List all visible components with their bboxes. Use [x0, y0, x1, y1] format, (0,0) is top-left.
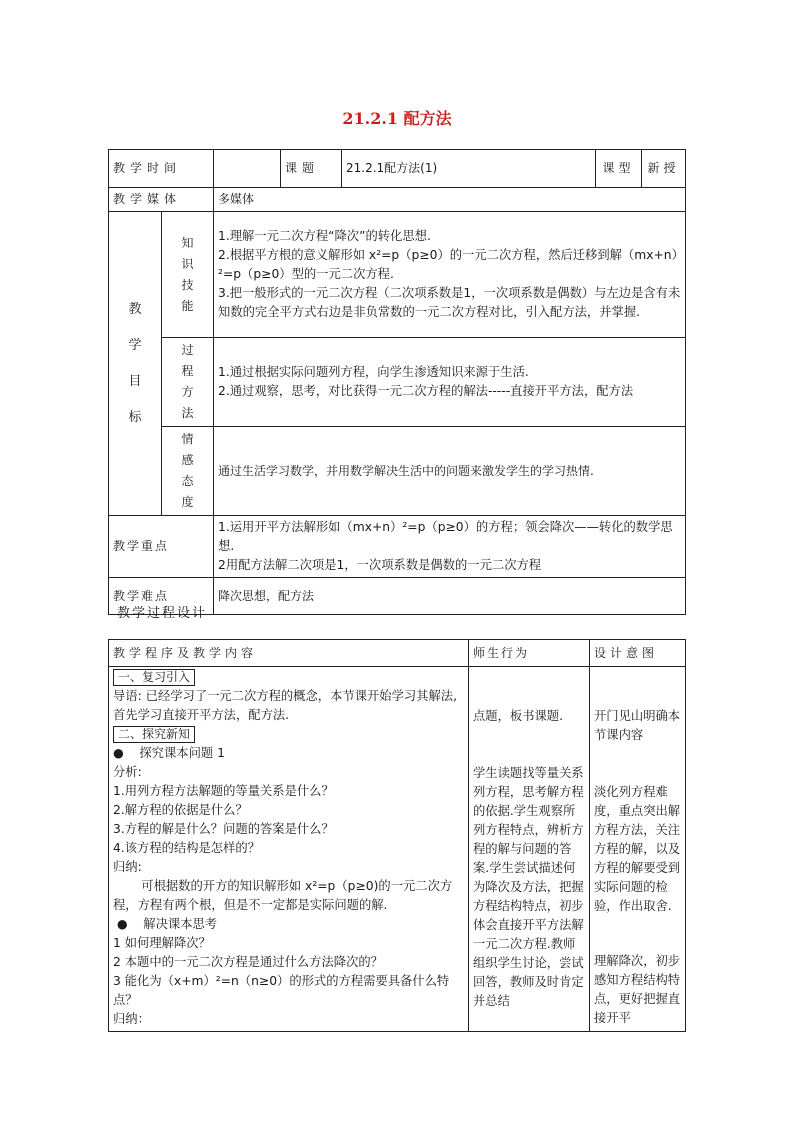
teaching-media-value: 多媒体	[214, 188, 686, 212]
teacher-action-1: 点题，板书课题.	[473, 709, 563, 723]
summary-label: 归纳:	[113, 860, 142, 874]
question-item: 3.方程的解是什么？问题的答案是什么？	[113, 822, 334, 836]
teacher-action-2: 学生读题找等量关系列方程，思考解方程的依据.学生观察所列方程特点，辨析方程的解与问题的答案.学生尝试描述何为降次及方法，把握方程结构特点，初步体会直接开平方法解一元二次方程.教师组织学生讨论，尝试回答，教师及时肯定并总结	[473, 766, 584, 1008]
difficulty-value: 降次思想，配方法	[214, 578, 686, 615]
new-knowledge-heading: 二、探究新知	[113, 726, 195, 743]
lesson-type-label: 课型	[596, 150, 642, 188]
teacher-student-cell	[469, 667, 590, 1032]
emotion-value: 通过生活学习数学，并用数学解决生活中的问题来激发学生的学习热情.	[214, 427, 686, 516]
question-item: 1.用列方程方法解题的等量关系是什么？	[113, 784, 334, 798]
intent-1: 开门见山明确本节课内容	[594, 709, 681, 742]
topic-label: 课题	[281, 150, 342, 188]
teaching-time-label: 教学时间	[109, 150, 214, 188]
process-table	[108, 639, 686, 1032]
knowledge-item: 2.根据平方根的意义解形如 x²=p（p≥0）的一元二次方程，然后迁移到解（mx+n）²=p（p≥0）型的一元二次方程.	[218, 248, 678, 281]
question-item: 4.该方程的结构是怎样的？	[113, 841, 260, 855]
col-procedure-header: 教学程序及教学内容	[109, 640, 469, 667]
think-item: 3 能化为（x+m）²=n（n≥0）的形式的方程需要具备什么特点？	[113, 974, 450, 1007]
process-method-text: 过程方法	[181, 343, 194, 420]
lesson-type-value: 新授	[642, 150, 686, 188]
key-point-item: 2用配方法解二次项是1，一次项系数是偶数的一元二次方程	[218, 558, 542, 572]
knowledge-label	[162, 212, 214, 338]
process-method-cell	[214, 338, 686, 427]
design-intent-cell	[590, 667, 686, 1032]
difficulty-label: 教学难点	[109, 578, 214, 615]
intent-3: 理解降次，初步感知方程结构特点，更好把握直接开平	[594, 954, 681, 1025]
think-item: 1 如何理解降次？	[113, 936, 211, 950]
teaching-goals-text: 教学目标	[128, 301, 142, 425]
teaching-media-label: 教学媒体	[109, 188, 214, 212]
process-item: 2.通过观察，思考，对比获得一元二次方程的解法-----直接开平方法，配方法	[218, 384, 634, 398]
knowledge-item: 3.把一般形式的一元二次方程（二次项系数是1，一次项系数是偶数）与左边是含有未知数的完全平方式右边是非负常数的一元二次方程对比，引入配方法，并掌握.	[218, 286, 681, 319]
bullet-think-text: 解决课本思考	[143, 917, 218, 931]
emotion-label	[162, 427, 214, 516]
teaching-time-value	[214, 150, 281, 188]
bullet-explore-text: 探究课本问题 1	[139, 746, 225, 760]
summary-text: 可根据数的开方的知识解形如 x²=p（p≥0)的一元二次方程，方程有两个根，但是不一定都是实际问题的解.	[113, 879, 453, 912]
question-item: 2.解方程的依据是什么？	[113, 803, 248, 817]
bullet-think	[113, 915, 464, 934]
emotion-text: 情感态度	[181, 432, 194, 509]
process-design-label: 教学过程设计	[117, 606, 208, 621]
knowledge-text: 知识技能	[181, 235, 194, 313]
analysis-label: 分析:	[113, 765, 142, 779]
review-text: 导语: 已经学习了一元二次方程的概念，本节课开始学习其解法,首先学习直接开平方法，配方法.	[113, 689, 457, 722]
bullet-icon: ●	[116, 917, 144, 931]
col-teacher-header: 师生行为	[469, 640, 590, 667]
knowledge-cell	[214, 212, 686, 338]
review-heading: 一、复习引入	[113, 669, 195, 686]
knowledge-item: 1.理解一元二次方程“降次”的转化思想.	[218, 229, 431, 243]
col-intent-header: 设计意图	[590, 640, 686, 667]
teaching-goals-label	[109, 212, 162, 516]
key-points-cell	[214, 516, 686, 578]
topic-value: 21.2.1配方法(1)	[342, 150, 596, 188]
summary2-label: 归纳：	[113, 1012, 150, 1026]
bullet-explore	[113, 744, 464, 763]
think-item: 2 本题中的一元二次方程是通过什么方法降次的？	[113, 955, 383, 969]
process-method-label	[162, 338, 214, 427]
key-points-label: 教学重点	[109, 516, 214, 578]
procedure-content-cell	[109, 667, 469, 1032]
key-point-item: 1.运用开平方法解形如（mx+n）²=p（p≥0）的方程；领会降次——转化的数学思想.	[218, 520, 673, 553]
intent-2: 淡化列方程难度，重点突出解方程方法，关注方程的解，以及方程的解要受到实际问题的检验，作出取舍.	[594, 785, 681, 913]
page-title: 21.2.1 配方法	[342, 109, 452, 128]
process-item: 1.通过根据实际问题列方程，向学生渗透知识来源于生活.	[218, 365, 529, 379]
lesson-info-table	[108, 149, 686, 615]
bullet-icon: ●	[113, 746, 140, 760]
